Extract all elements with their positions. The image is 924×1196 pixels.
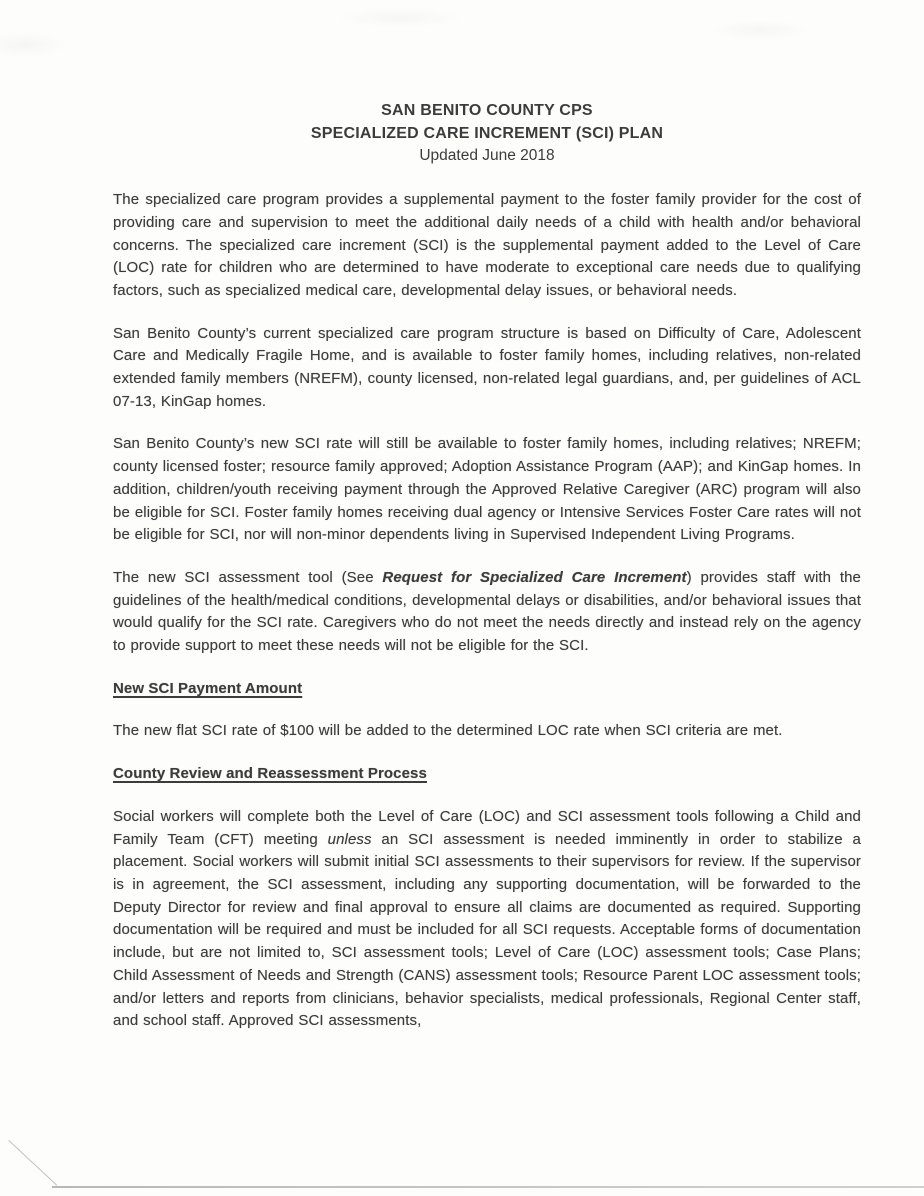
scan-artifact-diagonal-line bbox=[8, 1140, 57, 1186]
paragraph-review-process bbox=[113, 806, 861, 1033]
paragraph-new-sci-eligibility: San Benito County’s new SCI rate will still be available to foster family homes, including relatives; NREFM; county licensed foster; resource family approved; Adoption Assistance Program (AAP); and KinGap homes. In addition, children/youth receiving payment through the Approved Relative Caregiver (ARC) program will also be eligible for SCI. Foster family homes receiving dual agency or Intensive Services Foster Care rates will not be eligible for SCI, nor will non-minor dependents living in Supervised Independent Living Programs. bbox=[113, 435, 861, 544]
emphasis-unless: unless bbox=[327, 830, 372, 848]
paragraph-assessment-tool-text-cont: ) provides staff with the guidelines of the health/medical conditions, developmental delays or disabilities, and/or behavioral issues that would qualify for the SCI rate. Caregivers who do not meet the needs directly and instead rely on the agency to provide support to meet these needs will not be eligible for the SCI. bbox=[113, 568, 861, 655]
heading-county-review-process: County Review and Reassessment Process bbox=[113, 765, 427, 783]
paragraph-assessment-tool bbox=[113, 567, 861, 658]
paragraph-current-program-structure: San Benito County’s current specialized care program structure is based on Difficulty of Care, Adolescent Care and Medically Fragile Home, and is available to foster family homes, including relatives, non-related extended family members (NREFM), county licensed, non-related legal guardians, and, per guidelines of ACL 07-13, KinGap homes. bbox=[113, 324, 861, 410]
title-subtitle: Updated June 2018 bbox=[419, 147, 555, 165]
heading-new-sci-payment-amount: New SCI Payment Amount bbox=[113, 679, 303, 697]
document-header bbox=[113, 100, 861, 168]
document-content bbox=[113, 100, 861, 1053]
paragraph-program-overview: The specialized care program provides a supplemental payment to the foster family provider for the cost of providing care and supervision to meet the additional daily needs of a child with health and/or behavioral concerns. The specialized care increment (SCI) is the supplemental payment added to the Level of Care (LOC) rate for children who are determined to have moderate to exceptional care needs due to qualifying factors, such as specialized medical care, developmental delay issues, or behavioral needs. bbox=[113, 191, 861, 299]
title-line-1: SAN BENITO COUNTY CPS bbox=[381, 102, 593, 119]
document-reference-title: Request for Specialized Care Increment bbox=[382, 568, 687, 586]
paragraph-review-process-text-cont: an SCI assessment is needed imminently in order to stabilize a placement. Social workers will submit initial SCI assessments to their supervisors for review. If the supervisor is in agreement, the SCI assessment, including any supporting documentation, will be forwarded to the Deputy Director for review and final approval to ensure all claims are documented as required. Supporting documentation will be required and must be included for all SCI requests. Acceptable forms of documentation include, but are not limited to, SCI assessment tools; Level of Care (LOC) assessment tools; Case Plans; Child Assessment of Needs and Strength (CANS) assessment tools; Resource Parent LOC assessment tools; and/or letters and reports from clinicians, behavior specialists, medical professionals, Regional Center staff, and school staff. Approved SCI assessments, bbox=[113, 830, 861, 1030]
paragraph-flat-rate: The new flat SCI rate of $100 will be added to the determined LOC rate when SCI criteria are met. bbox=[113, 722, 783, 740]
paragraph-assessment-tool-text: The new SCI assessment tool (See bbox=[113, 568, 383, 586]
scan-artifact-bottom-edge bbox=[52, 1186, 924, 1188]
paragraph-review-process-text: Social workers will complete both the Level of Care (LOC) and SCI assessment tools following a Child and Family Team (CFT) meeting bbox=[113, 807, 861, 848]
title-line-2: SPECIALIZED CARE INCREMENT (SCI) PLAN bbox=[310, 124, 664, 142]
